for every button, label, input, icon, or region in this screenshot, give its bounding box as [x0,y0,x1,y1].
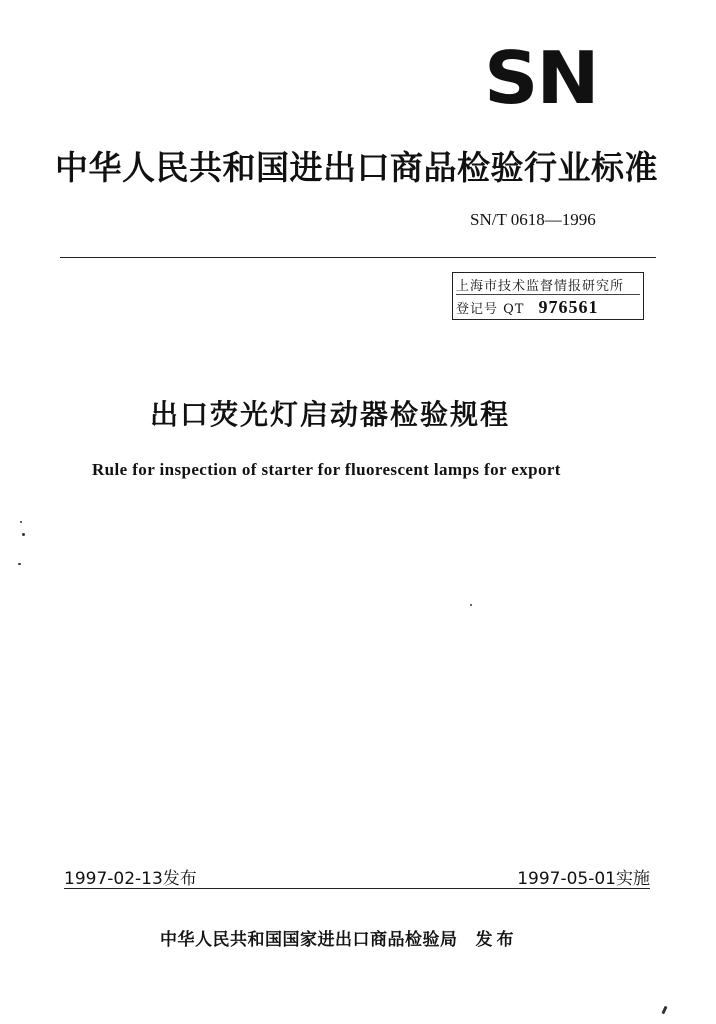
document-title-chinese: 出口荧光灯启动器检验规程 [150,398,511,431]
publisher-line [160,925,518,950]
industry-standard-title: 中华人民共和国进出口商品检验行业标准 [55,148,658,187]
scan-speck [661,1006,667,1015]
publisher-name: 中华人民共和国国家进出口商品检验局 [160,930,458,950]
issue-date: 1997-02-13发布 [64,869,197,889]
header-divider [60,257,656,258]
stamp-institute: 上海市技术监督情报研究所 [456,275,640,295]
effective-date: 1997-05-01实施 [517,869,650,889]
scan-speck [470,604,472,606]
standard-number: SN/T 0618—1996 [470,210,596,229]
stamp-registration-label: 登记号 QT [456,302,525,317]
scan-speck [22,533,25,536]
stamp-registration-number: 976561 [538,297,599,317]
date-row [64,864,650,889]
document-title-english: Rule for inspection of starter for fluorescent lamps for export [92,460,561,479]
sn-logo: SN [484,36,598,120]
scan-speck [18,563,21,565]
scan-speck [20,521,22,523]
stamp-registration [456,297,640,318]
publisher-action: 发布 [475,930,518,950]
registration-stamp [452,272,644,320]
